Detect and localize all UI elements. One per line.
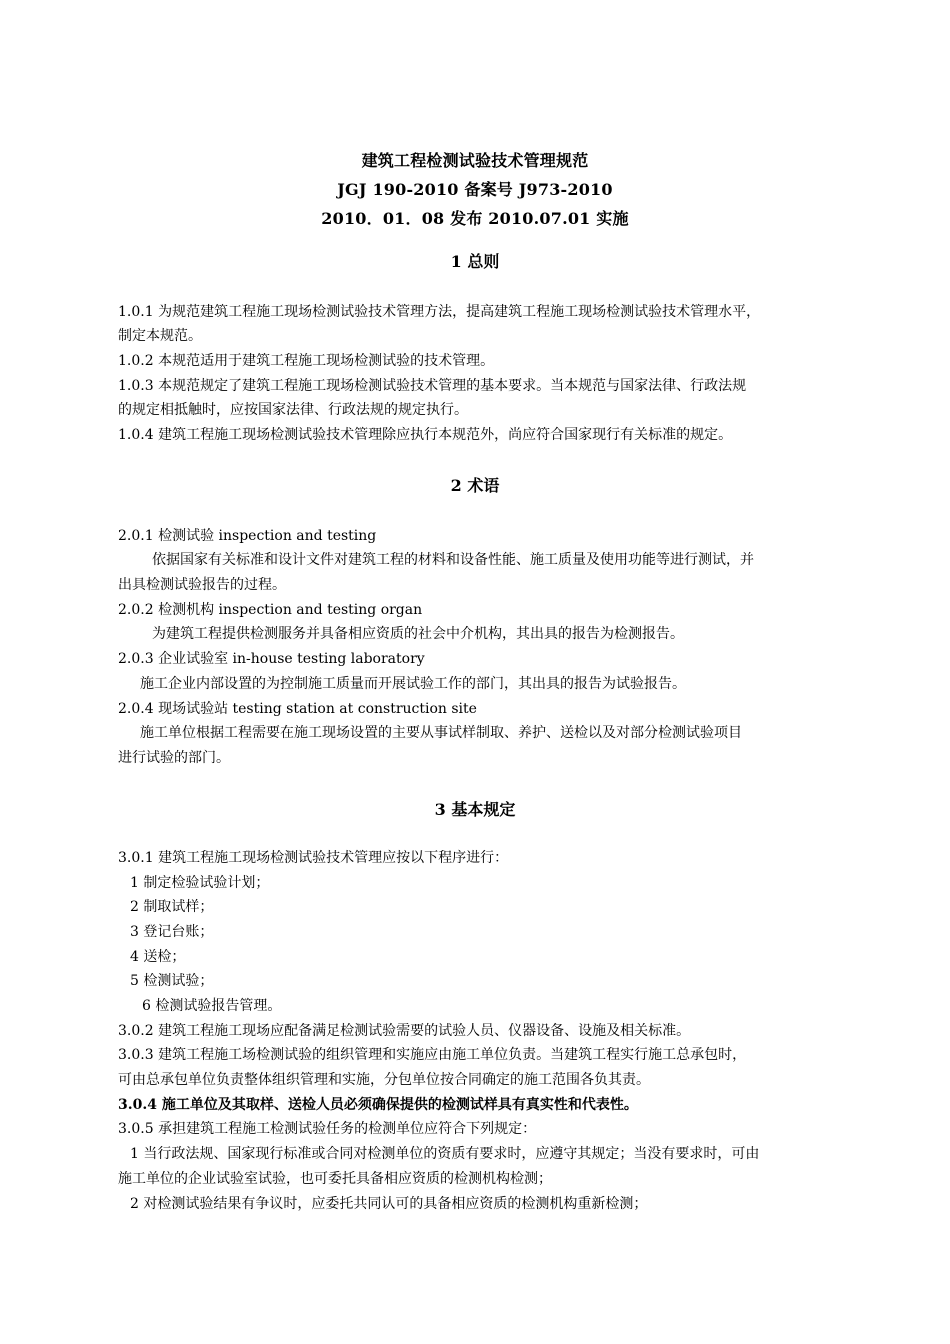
clause-1-0-4: 1.0.4 建筑工程施工现场检测试验技术管理除应执行本规范外，尚应符合国家现行有关标准的规定。 [118,427,733,443]
procedure-item: 5 检测试验； [130,973,214,989]
requirement-item: 1 当行政法规、国家现行标准或合同对检测单位的资质有要求时，应遵守其规定；当没有要求时，可由 [130,1146,760,1162]
clause-3-0-3-cont: 可由总承包单位负责整体组织管理和实施，分包单位按合同确定的施工范围各负其责。 [118,1072,650,1088]
requirement-item: 2 对检测试验结果有争议时，应委托共同认可的具备相应资质的检测机构重新检测； [130,1196,648,1212]
clause-3-0-5: 3.0.5 承担建筑工程施工检测试验任务的检测单位应符合下列规定： [118,1121,537,1137]
clause-1-0-2: 1.0.2 本规范适用于建筑工程施工现场检测试验的技术管理。 [118,353,495,369]
term-2-0-3: 2.0.3 企业试验室 in-house testing laboratory [118,651,425,667]
clause-3-0-3: 3.0.3 建筑工程施工场检测试验的组织管理和实施应由施工单位负责。当建筑工程实行施工总承包时， [118,1047,747,1063]
clause-3-0-2: 3.0.2 建筑工程施工现场应配备满足检测试验需要的试验人员、仪器设备、设施及相关标准。 [118,1023,691,1039]
clause-1-0-3-cont: 的规定相抵触时，应按国家法律、行政法规的规定执行。 [118,402,468,418]
requirement-item-cont: 施工单位的企业试验室试验，也可委托具备相应资质的检测机构检测； [118,1171,552,1187]
procedure-item: 1 制定检验试验计划； [130,875,270,891]
document-title: 建筑工程检测试验技术管理规范 [361,151,589,170]
procedure-item: 4 送检； [130,949,186,965]
standard-code: JGJ 190-2010 备案号 J973-2010 [337,180,613,199]
term-2-0-3-definition: 施工企业内部设置的为控制施工质量而开展试验工作的部门，其出具的报告为试验报告。 [140,676,686,692]
term-2-0-1-definition: 依据国家有关标准和设计文件对建筑工程的材料和设备性能、施工质量及使用功能等进行测试，并 [152,552,754,568]
procedure-item: 3 登记台账； [130,924,214,940]
section-heading: 1 总则 [450,252,500,271]
publish-dates: 2010．01．08 发布 2010.07.01 实施 [321,209,629,228]
procedure-item: 6 检测试验报告管理。 [142,998,282,1014]
clause-1-0-1: 1.0.1 为规范建筑工程施工现场检测试验技术管理方法，提高建筑工程施工现场检测试验技术管理水平， [118,304,761,320]
term-2-0-4-definition-cont: 进行试验的部门。 [118,750,230,766]
term-2-0-4: 2.0.4 现场试验站 testing station at construction site [118,701,477,717]
term-2-0-1: 2.0.1 检测试验 inspection and testing [118,528,377,544]
term-2-0-4-definition: 施工单位根据工程需要在施工现场设置的主要从事试样制取、养护、送检以及对部分检测试验项目 [140,725,742,741]
section-heading: 2 术语 [450,476,500,495]
clause-3-0-1: 3.0.1 建筑工程施工现场检测试验技术管理应按以下程序进行： [118,850,509,866]
document-header [0,146,950,233]
procedure-item: 2 制取试样； [130,899,214,915]
term-2-0-2: 2.0.2 检测机构 inspection and testing organ [118,602,423,618]
term-2-0-2-definition: 为建筑工程提供检测服务并具备相应资质的社会中介机构，其出具的报告为检测报告。 [152,626,684,642]
clause-1-0-1-cont: 制定本规范。 [118,328,202,344]
clause-1-0-3: 1.0.3 本规范规定了建筑工程施工现场检测试验技术管理的基本要求。当本规范与国家法律、行政法规 [118,378,747,394]
section-heading: 3 基本规定 [434,800,516,819]
clause-3-0-4: 3.0.4 施工单位及其取样、送检人员必须确保提供的检测试样具有真实性和代表性。 [118,1097,638,1113]
term-2-0-1-definition-cont: 出具检测试验报告的过程。 [118,577,286,593]
